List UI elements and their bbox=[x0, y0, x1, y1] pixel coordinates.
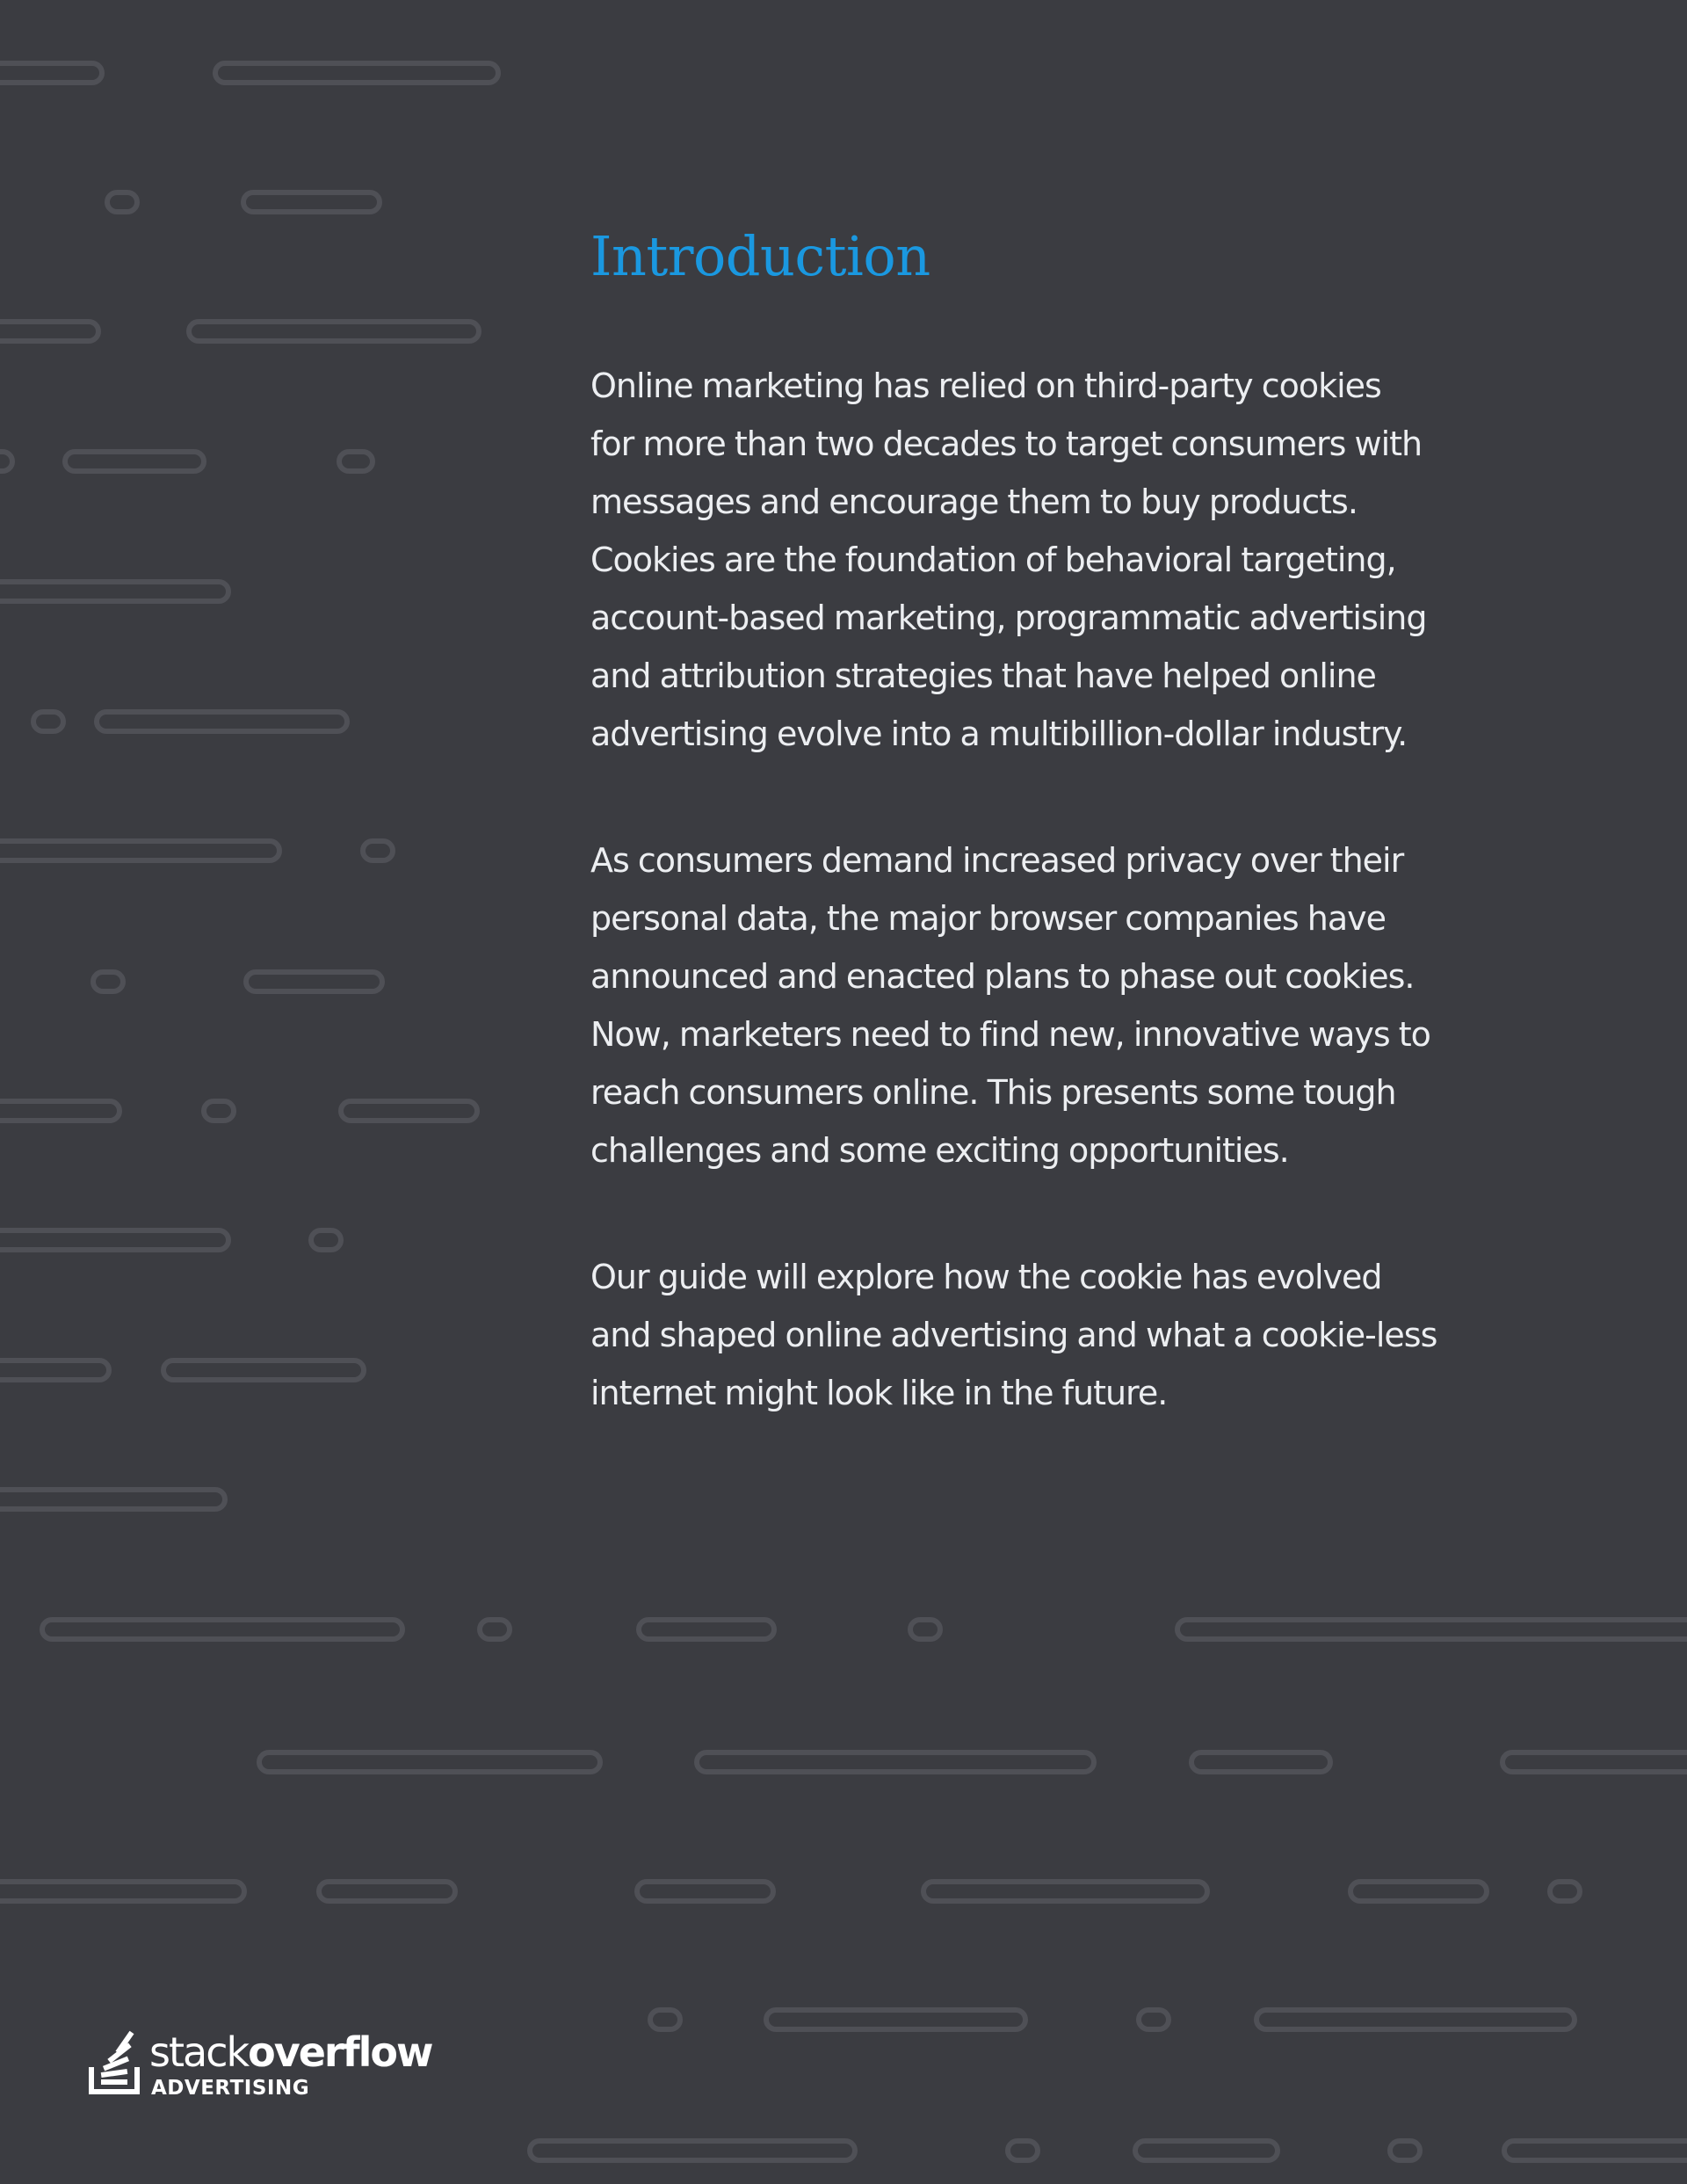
paragraph-2: As consumers demand increased privacy over their personal data, the major browser companies have announced and enacted plans to phase out cookies. Now, marketers need to find new, innovative ways to reach consumers online. This presents some tough challenges and some exciting opportunities. bbox=[590, 841, 1430, 1170]
logo-word-stack: stack bbox=[149, 2028, 249, 2076]
logo-word-overflow: overflow bbox=[248, 2028, 432, 2076]
logo-subtitle: ADVERTISING bbox=[151, 2077, 310, 2100]
introduction-section bbox=[590, 218, 1539, 1491]
logo-wordmark bbox=[149, 2030, 431, 2074]
page-title: Introduction bbox=[590, 224, 930, 288]
paragraph-1: Online marketing has relied on third-party cookies for more than two decades to target consumers with messages and encourage them to buy products. Cookies are the foundation of behavioral targeting, account-based marketing, programmatic advertising and attribution strategies that have helped online advertising evolve into a multibillion-dollar industry. bbox=[590, 366, 1427, 753]
stack-overflow-logo-icon bbox=[88, 2028, 144, 2095]
stack-overflow-advertising-logo bbox=[88, 2028, 432, 2108]
paragraph-3: Our guide will explore how the cookie has evolved and shaped online advertising and what a cookie-less internet might look like in the future. bbox=[590, 1258, 1437, 1412]
